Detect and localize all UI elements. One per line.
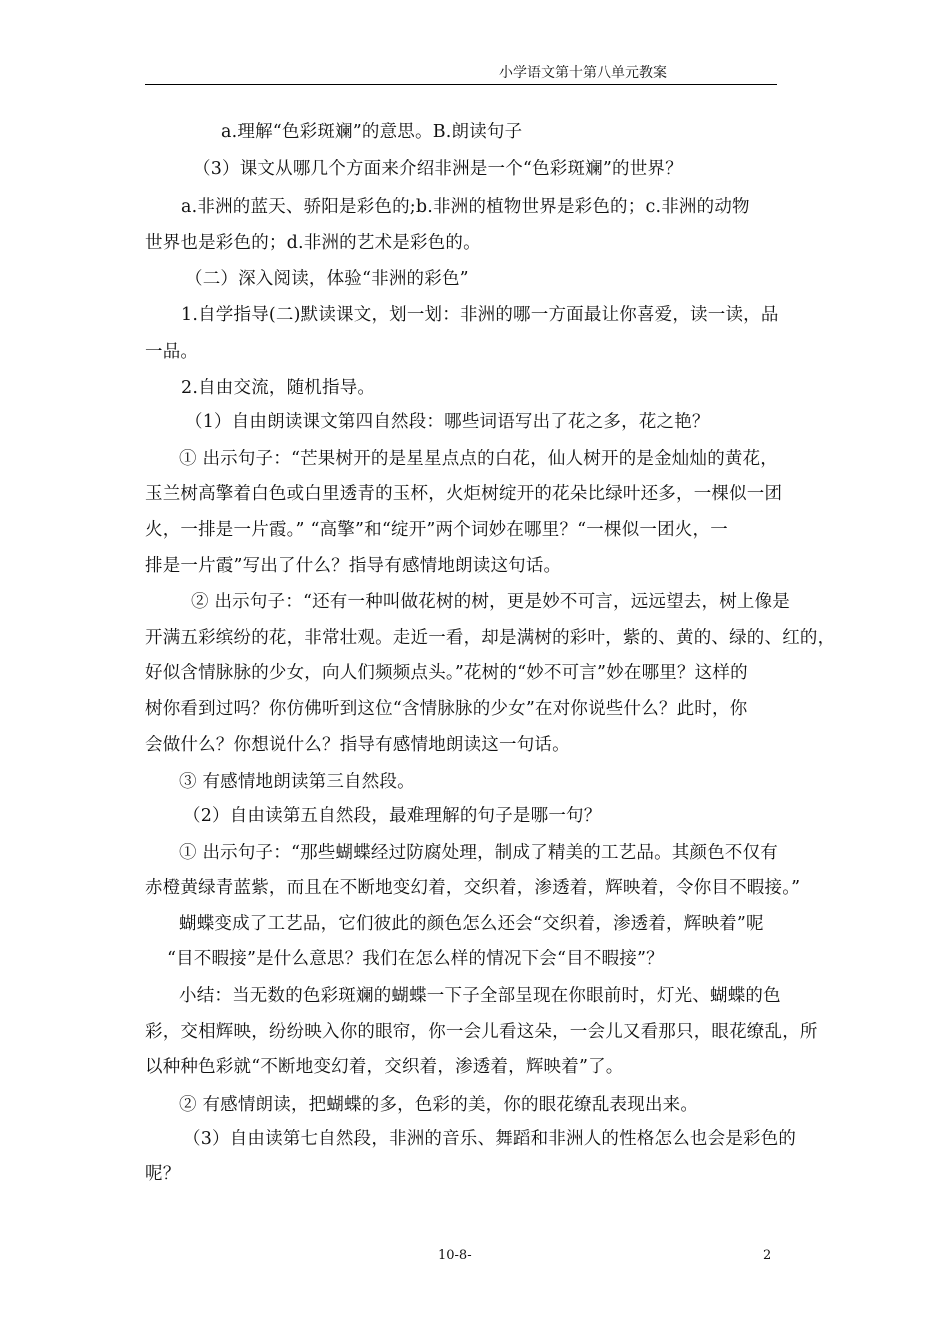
text-line: 2.自由交流，随机指导。 (181, 378, 376, 398)
text-line: 好似含情脉脉的少女，向人们频频点头。”花树的“妙不可言”妙在哪里？这样的 (145, 663, 748, 683)
text-line: 排是一片霞”写出了什么？指导有感情地朗读这句话。 (145, 556, 562, 576)
text-line: （1）自由朗读课文第四自然段：哪些词语写出了花之多，花之艳？ (185, 412, 710, 432)
text-line: 火，一排是一片霞。” “高擎”和“绽开”两个词妙在哪里？“一棵似一团火，一 (145, 520, 728, 540)
text-line: 树你看到过吗？你仿佛听到这位“含情脉脉的少女”在对你说些什么？此时，你 (145, 699, 748, 719)
text-line: （二）深入阅读，体验“非洲的彩色” (185, 269, 469, 289)
text-line: （3）课文从哪几个方面来介绍非洲是一个“色彩斑斓”的世界？ (193, 159, 683, 179)
text-line: “目不暇接”是什么意思？我们在怎么样的情况下会“目不暇接”？ (167, 949, 664, 969)
text-line: a.理解“色彩斑斓”的意思。B.朗读句子 (221, 122, 523, 142)
text-line: 赤橙黄绿青蓝紫，而且在不断地变幻着，交织着，渗透着，辉映着，令你目不暇接。” (145, 878, 801, 898)
text-line: 世界也是彩色的；d.非洲的艺术是彩色的。 (145, 233, 481, 253)
text-line: （3）自由读第七自然段，非洲的音乐、舞蹈和非洲人的性格怎么也会是彩色的 (183, 1129, 797, 1149)
text-line: 彩，交相辉映，纷纷映入你的眼帘，你一会儿看这朵，一会儿又看那只，眼花缭乱，所 (145, 1022, 818, 1042)
text-line: 呢？ (145, 1164, 181, 1184)
text-line: ① 出示句子：“那些蝴蝶经过防腐处理，制成了精美的工艺品。其颜色不仅有 (179, 843, 779, 863)
text-line: ② 出示句子：“还有一种叫做花树的树，更是妙不可言，远远望去，树上像是 (191, 592, 791, 612)
text-line: a.非洲的蓝天、骄阳是彩色的;b.非洲的植物世界是彩色的；c.非洲的动物 (181, 197, 750, 217)
text-line: 以种种色彩就“不断地变幻着，交织着，渗透着，辉映着”了。 (145, 1057, 624, 1077)
text-line: 蝴蝶变成了工艺品，它们彼此的颜色怎么还会“交织着，渗透着，辉映着”呢 (179, 914, 764, 934)
text-line: 会做什么？你想说什么？指导有感情地朗读这一句话。 (145, 735, 570, 755)
text-line: 开满五彩缤纷的花，非常壮观。走近一看，却是满树的彩叶，紫的、黄的、绿的、红的， (145, 628, 836, 648)
page-number: 2 (763, 1248, 772, 1263)
text-line: 小结：当无数的色彩斑斓的蝴蝶一下子全部呈现在你眼前时，灯光、蝴蝶的色 (179, 986, 781, 1006)
text-line: 一品。 (145, 342, 199, 362)
text-line: ③ 有感情地朗读第三自然段。 (179, 772, 415, 792)
text-line: 玉兰树高擎着白色或白里透青的玉杯，火炬树绽开的花朵比绿叶还多，一棵似一团 (145, 484, 783, 504)
text-line: （2）自由读第五自然段，最难理解的句子是哪一句？ (183, 806, 602, 826)
page-header (145, 66, 777, 85)
text-line: ① 出示句子：“芒果树开的是星星点点的白花，仙人树开的是金灿灿的黄花， (179, 449, 779, 469)
text-line: ② 有感情朗读，把蝴蝶的多，色彩的美，你的眼花缭乱表现出来。 (179, 1095, 699, 1115)
footer-date: 10-8- (438, 1248, 472, 1263)
text-line: 1.自学指导(二)默读课文，划一划：非洲的哪一方面最让你喜爱，读一读，品 (181, 305, 779, 325)
header-title: 小学语文第十第八单元教案 (499, 65, 667, 81)
